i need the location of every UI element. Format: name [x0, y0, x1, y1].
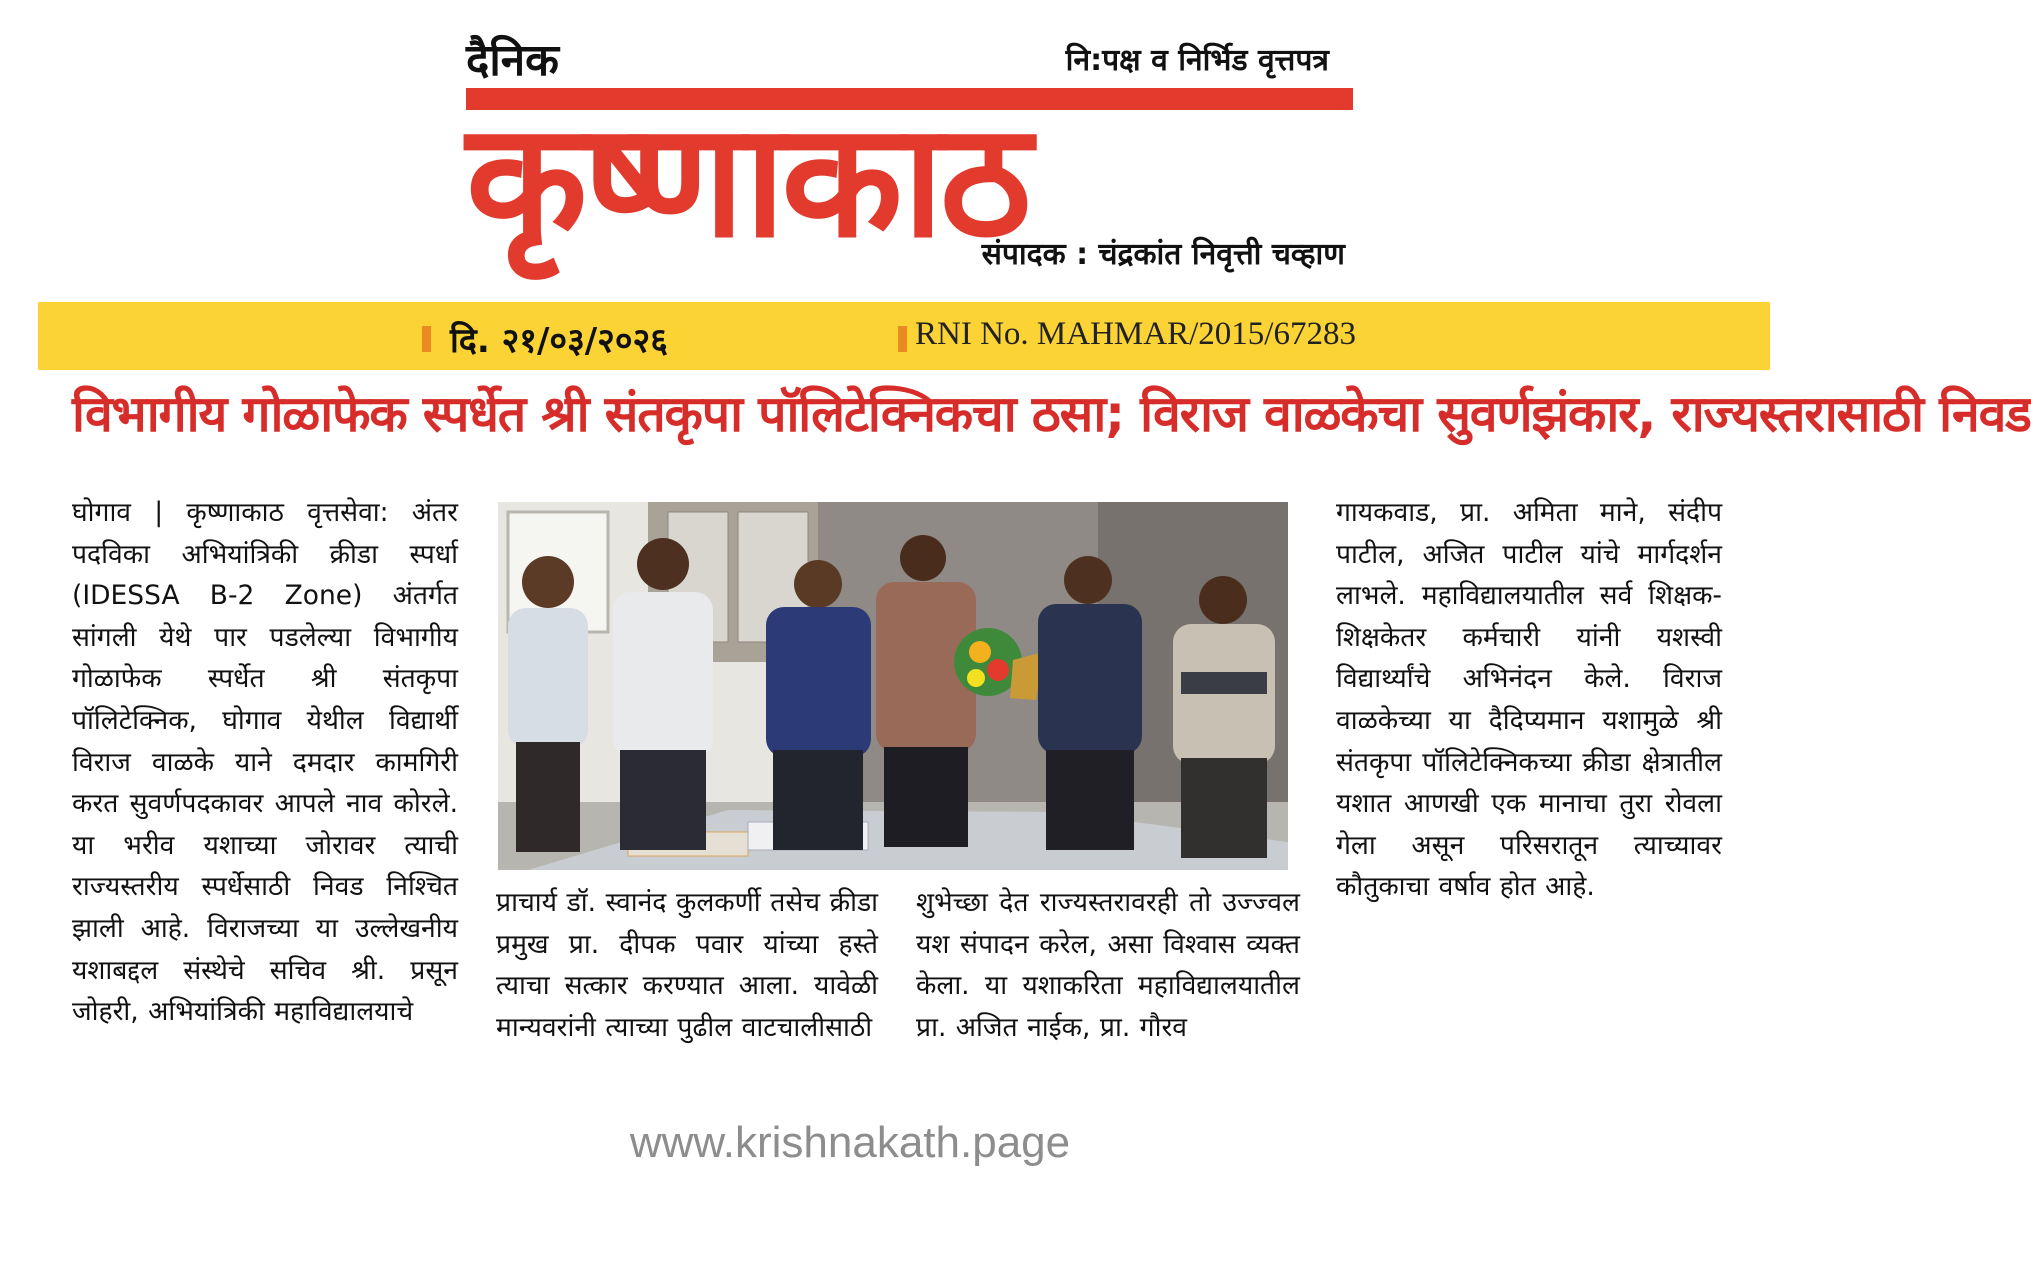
article-column-4: गायकवाड, प्रा. अमिता माने, संदीप पाटील, अजित पाटील यांचे मार्गदर्शन लाभले. महाविद्यालयातील सर्व शिक्षक- शिक्षकेतर कर्मचारी यांनी यशस्वी विद्यार्थ्यांचे अभिनंदन केले. विराज वाळकेच्या या दैदिप्यमान यशामुळे श्री संतकृपा पॉलिटेक्निकच्या क्रीडा क्षेत्रातील यशात आणखी एक मानाचा तुरा रोवला गेला असून परिसरातून त्याच्यावर कौतुकाचा वर्षाव होत आहे.: [1336, 497, 1722, 903]
rni-marker-icon: [898, 326, 907, 352]
article-column-3: शुभेच्छा देत राज्यस्तरावरही तो उज्ज्वल यश संपादन करेल, असा विश्वास व्यक्त केला. या यशाकरिता महाविद्यालयातील प्रा. अजित नाईक, प्रा. गौरव: [916, 887, 1300, 1043]
masthead-tagline: नि:पक्ष व निर्भिड वृत्तपत्र: [1065, 43, 1329, 78]
article-column-2: प्राचार्य डॉ. स्वानंद कुलकर्णी तसेच क्रीडा प्रमुख प्रा. दीपक पवार यांच्या हस्ते त्याचा सत्कार करण्यात आला. यावेळी मान्यवरांनी त्याच्या पुढील वाटचालीसाठी: [496, 887, 878, 1043]
article-column-1: घोगाव | कृष्णाकाठ वृत्तसेवा: अंतर पदविका अभियांत्रिकी क्रीडा स्पर्धा (IDESSA B-2 Zone) अंतर्गत सांगली येथे पार पडलेल्या विभागीय गोळाफेक स्पर्धेत श्री संतकृपा पॉलिटेक्निक, घोगाव येथील विद्यार्थी विराज वाळके याने दमदार कामगिरी करत सुवर्णपदकावर आपले नाव कोरले. या भरीव यशाच्या जोरावर त्याची राज्यस्तरीय स्पर्धेसाठी निवड निश्चित झाली आहे. विराजच्या या उल्लेखनीय यशाबद्दल संस्थेचे सचिव श्री. प्रसून जोहरी, अभियांत्रिकी महाविद्यालयाचे: [72, 497, 458, 1028]
article-headline: विभागीय गोळाफेक स्पर्धेत श्री संतकृपा पॉलिटेक्निकचा ठसा; विराज वाळकेचा सुवर्णझंकार, राज्यस्तरासाठी निवड: [72, 385, 2031, 443]
felicitation-photo: [498, 502, 1288, 870]
issue-date: दि. २१/०३/२०२६: [450, 321, 668, 361]
logo-text: कृष्णाकाठ: [466, 89, 1028, 273]
masthead-daily: दैनिक: [466, 35, 559, 86]
footer-website: www.krishnakath.page: [629, 1118, 1071, 1167]
date-marker-icon: [422, 326, 431, 352]
masthead-editor: संपादक : चंद्रकांत निवृत्ती चव्हाण: [981, 237, 1345, 272]
rni-number: RNI No. MAHMAR/2015/67283: [915, 316, 1356, 352]
